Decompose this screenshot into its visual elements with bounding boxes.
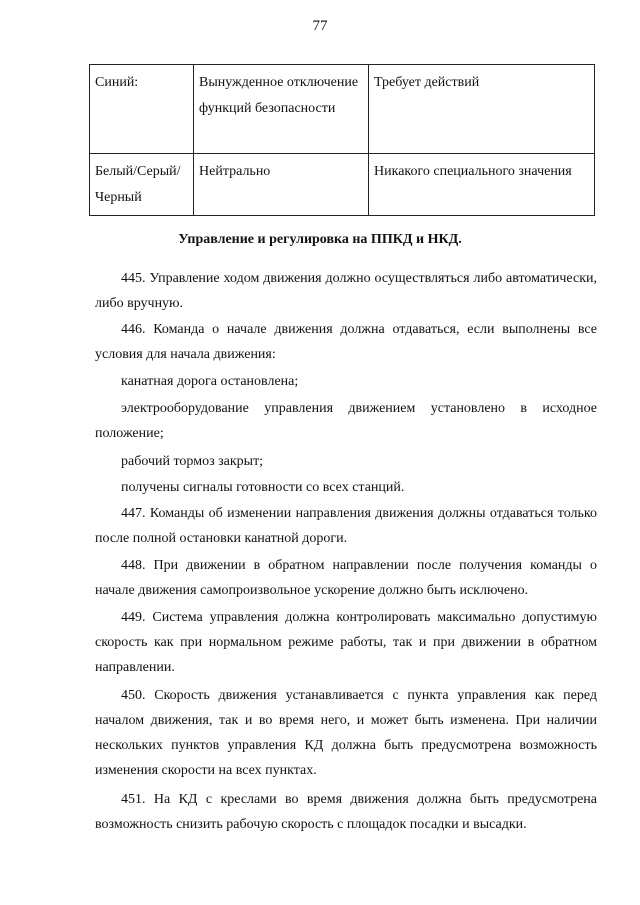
table-cell-meaning: Вынужденное отключение функций безопасности — [194, 65, 369, 154]
paragraph-445: 445. Управление ходом движения должно осуществляться либо автоматически, либо вручную. — [95, 271, 597, 311]
table-cell-action: Никакого специального значения — [369, 154, 595, 216]
signal-color-table — [89, 64, 595, 216]
condition-4: получены сигналы готовности со всех станций. — [121, 480, 405, 495]
table-cell-color: Белый/Серый/ Черный — [90, 154, 194, 216]
table-row — [90, 65, 595, 154]
paragraph-447: 447. Команды об изменении направления движения должны отдаваться только после полной остановки канатной дороги. — [95, 506, 597, 546]
page-number: 77 — [312, 18, 328, 34]
section-heading: Управление и регулировка на ППКД и НКД. — [178, 232, 462, 247]
paragraph-450: 450. Скорость движения устанавливается с пункта управления как перед началом движения, так и во время него, и может быть изменена. При наличии нескольких пунктов управления КД должна быть предусмотрена возможность изменения скорости на всех пунктах. — [95, 688, 597, 778]
condition-3: рабочий тормоз закрыт; — [121, 454, 264, 469]
paragraph-446: 446. Команда о начале движения должна отдаваться, если выполнены все условия для начала движения: — [95, 322, 597, 362]
condition-2: электрооборудование управления движением установлено в исходное положение; — [95, 401, 597, 441]
paragraph-451: 451. На КД с креслами во время движения должна быть предусмотрена возможность снизить рабочую скорость с площадок посадки и высадки. — [95, 792, 597, 832]
paragraph-448: 448. При движении в обратном направлении после получения команды о начале движения самопроизвольное ускорение должно быть исключено. — [95, 558, 597, 598]
table-cell-action: Требует действий — [369, 65, 595, 154]
table-cell-color: Синий: — [90, 65, 194, 154]
table-cell-meaning: Нейтрально — [194, 154, 369, 216]
table-row — [90, 154, 595, 216]
paragraph-449: 449. Система управления должна контролировать максимально допустимую скорость как при нормальном режиме работы, так и при движении в обратном направлении. — [95, 610, 597, 675]
condition-1: канатная дорога остановлена; — [121, 374, 299, 389]
